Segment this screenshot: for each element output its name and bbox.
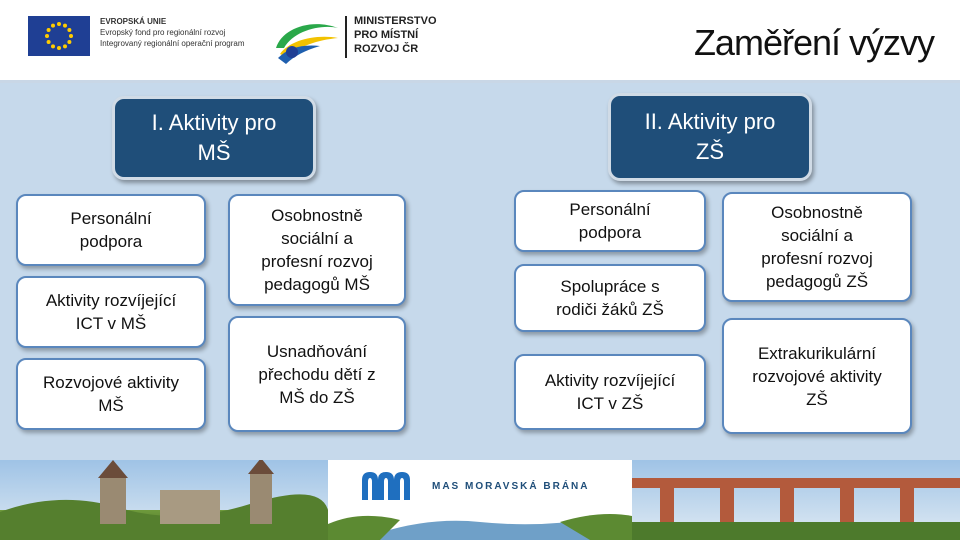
mmr-logo-icon [272,14,342,66]
item-line: Osobnostně [771,203,863,222]
item-ms-personal-support [16,194,206,266]
section-heading-ms-line2: MŠ [197,140,231,165]
item-line: Spolupráce s [560,277,660,296]
item-line: Rozvojové aktivity [42,373,180,392]
eu-logo-line2: Evropský fond pro regionální rozvoj [100,28,226,37]
item-line: pedagogů MŠ [264,275,370,294]
item-line: Usnadňování [266,341,368,361]
item-line: Extrakurikulární [757,343,877,363]
item-line: přechodu dětí z [258,364,376,384]
item-zs-ict [514,354,706,430]
item-zs-personal-support [514,190,706,252]
mmr-divider [345,16,347,58]
item-line: rozvojové aktivity [752,366,882,386]
mmr-logo-line2: PRO MÍSTNÍ [354,29,419,41]
item-zs-extracurricular [722,318,912,434]
mmr-logo-line1: MINISTERSTVO [354,15,437,27]
item-line: ICT v MŠ [75,314,147,333]
mas-name-text: MAS MORAVSKÁ BRÁNA [432,481,590,492]
slide-title: Zaměření výzvy [693,22,934,63]
header-bar [0,0,960,83]
item-line: podpora [79,232,143,251]
eu-logo-line3: Integrovaný regionální operační program [100,39,245,48]
footer-photo-strip [0,460,960,540]
section-heading-zs-line2: ZŠ [695,139,725,164]
item-line: Personální [569,200,651,219]
item-line: profesní rozvoj [761,249,873,268]
mas-logo-icon [360,470,424,502]
item-line: Personální [70,209,152,228]
item-ms-transition [228,316,406,432]
item-zs-teacher-development [722,192,912,302]
item-line: MŠ do ZŠ [279,387,355,407]
item-line: profesní rozvoj [261,252,373,271]
item-line: ICT v ZŠ [576,394,644,413]
item-line: podpora [578,223,642,242]
section-heading-zs [608,93,812,181]
section-heading-zs-line1: II. Aktivity pro [644,109,776,134]
item-line: Osobnostně [271,206,363,225]
item-ms-teacher-development [228,194,406,306]
eu-stars-icon [28,16,90,56]
item-line: rodiči žáků ZŠ [556,300,664,319]
item-ms-development [16,358,206,430]
item-line: ZŠ [806,389,828,409]
mmr-logo-text [354,14,474,56]
eu-flag-logo [28,16,90,56]
section-heading-ms [112,96,316,180]
footer-landscape-image [0,460,960,540]
item-line: sociální a [781,226,853,245]
item-line: MŠ [98,396,124,415]
eu-logo-line1: EVROPSKÁ UNIE [100,17,167,26]
mmr-logo-line3: ROZVOJ ČR [354,43,419,55]
item-line: sociální a [281,229,353,248]
section-heading-ms-line1: I. Aktivity pro [151,110,277,135]
item-zs-parent-cooperation [514,264,706,332]
item-line: pedagogů ZŠ [765,272,869,291]
eu-logo-text [100,16,280,49]
item-ms-ict [16,276,206,348]
item-line: Aktivity rozvíjející [45,291,177,310]
item-line: Aktivity rozvíjející [544,371,676,390]
